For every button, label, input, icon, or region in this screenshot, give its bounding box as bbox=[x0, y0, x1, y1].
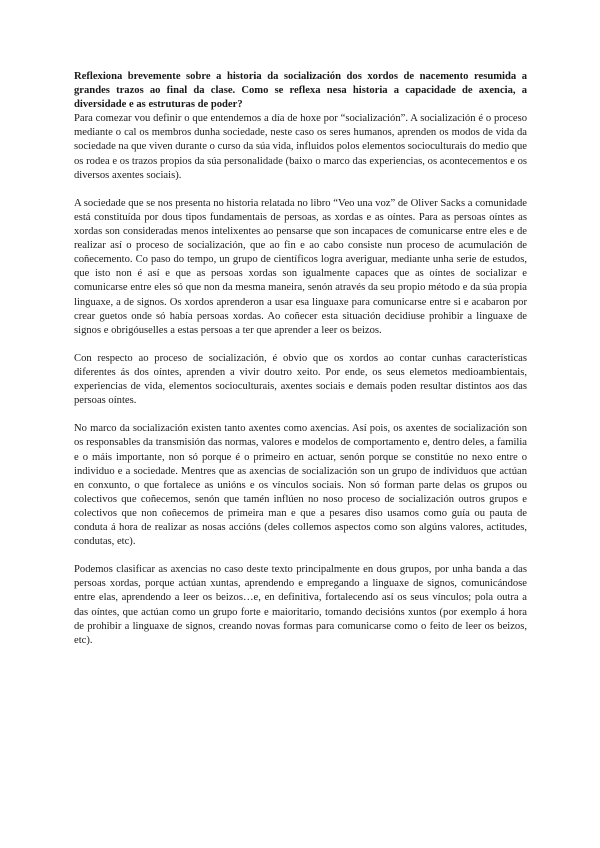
paragraph-agency-classification: Podemos clasificar as axencias no caso deste texto principalmente en dous grupos, por unha banda a das persoas xordas, porque actúan xuntas, aprendendo e empregando a linguaxe de signos, comunicándose entre elas, aprendendo a leer os beizos…e, en definitiva, fortalecendo así os seus vínculos; pola outra a das oíntes, que actúan como un grupo forte e maioritario, tomando decisións xuntos (por exemplo á hora de prohibir a linguaxe de signos, creando novas formas para comunicarse como o feito de leer os beizos, etc). bbox=[74, 564, 527, 646]
document-body bbox=[74, 70, 527, 662]
question-heading: Reflexiona brevemente sobre a historia da socialización dos xordos de nacemento resumida a grandes trazos ao final da clase. Como se reflexa nesa historia a capacidade de axencia, a diversidade e as estruturas de poder? bbox=[74, 71, 527, 111]
paragraph-agents-and-agencies: No marco da socialización existen tanto axentes como axencias. Así pois, os axentes de socialización son os responsables da transmisión das normas, valores e modelos de comportamento e, dentro deles, a familia e o máis importante, non só porque é o primeiro en actuar, senón porque se constitúe no nexo entre o individuo e a sociedade. Mentres que as axencias de socialización son un grupo de individuos que actúan en conxunto, o que fortalece as unións e os vínculos sociais. Non só forman parte delas os grupos ou colectivos que coñecemos, senón que tamén inflúen no noso proceso de socialización outros grupos e colectivos que non coñecemos de primeira man e que a pesares diso usamos como guía ou pauta de conduta á hora de realizar as nosas accións (deles collemos aspectos como son algúns valores, actitudes, condutas, etc). bbox=[74, 423, 527, 548]
paragraph-society-in-story: A sociedade que se nos presenta no historia relatada no libro “Veo una voz” de Oliver Sacks a comunidade está constituída por dous tipos fundamentais de persoas, as xordas e as oíntes. Para as persoas oíntes as xordas son consideradas menos intelixentes ao pensarse que son incapaces de comunicarse entre eles e de realizar así o proceso de socialización, que ao fin e ao cabo consiste nun proceso de acumulación de coñecemento. Co paso do tempo, un grupo de científicos logra averiguar, mediante unha serie de estudos, que isto non é así e que as persoas xordas son igualmente capaces que as oíntes de socializar e comunicarse entre eles só que non da mesma maneira, senón através da seu propio método e da súa propia linguaxe, a de signos. Os xordos aprenderon a usar esa linguaxe para comunicarse entre si e acabaron por crear guetos onde só había persoas xordas. Ao coñecer esta situación decidiuse prohibir a linguaxe de signos e obrigóuselles a estas persoas a ter que aprender a leer os beizos. bbox=[74, 197, 527, 336]
paragraph-socialization-definition: Para comezar vou definir o que entendemos a día de hoxe por “socialización”. A socialización é o proceso mediante o cal os membros dunha sociedade, neste caso os seres humanos, aprenden os modos de vida da sociedade na que viven durante o curso da súa vida, influidos polos elementos socioculturais do medio que os rodea e os trazos propios da súa personalidade (baixo o marco das experiencias, os acontecementos e os diversos axentes sociais). bbox=[74, 113, 527, 181]
paragraph-socialization-process: Con respecto ao proceso de socialización, é obvio que os xordos ao contar cunhas características diferentes ás dos oíntes, aprenden a vivir doutro xeito. Por ende, os seus elemetos medioambientais, experiencias de vida, elementos socioculturais, axentes sociais e demais poden resultar distintos aos das persoas oíntes. bbox=[74, 352, 527, 407]
